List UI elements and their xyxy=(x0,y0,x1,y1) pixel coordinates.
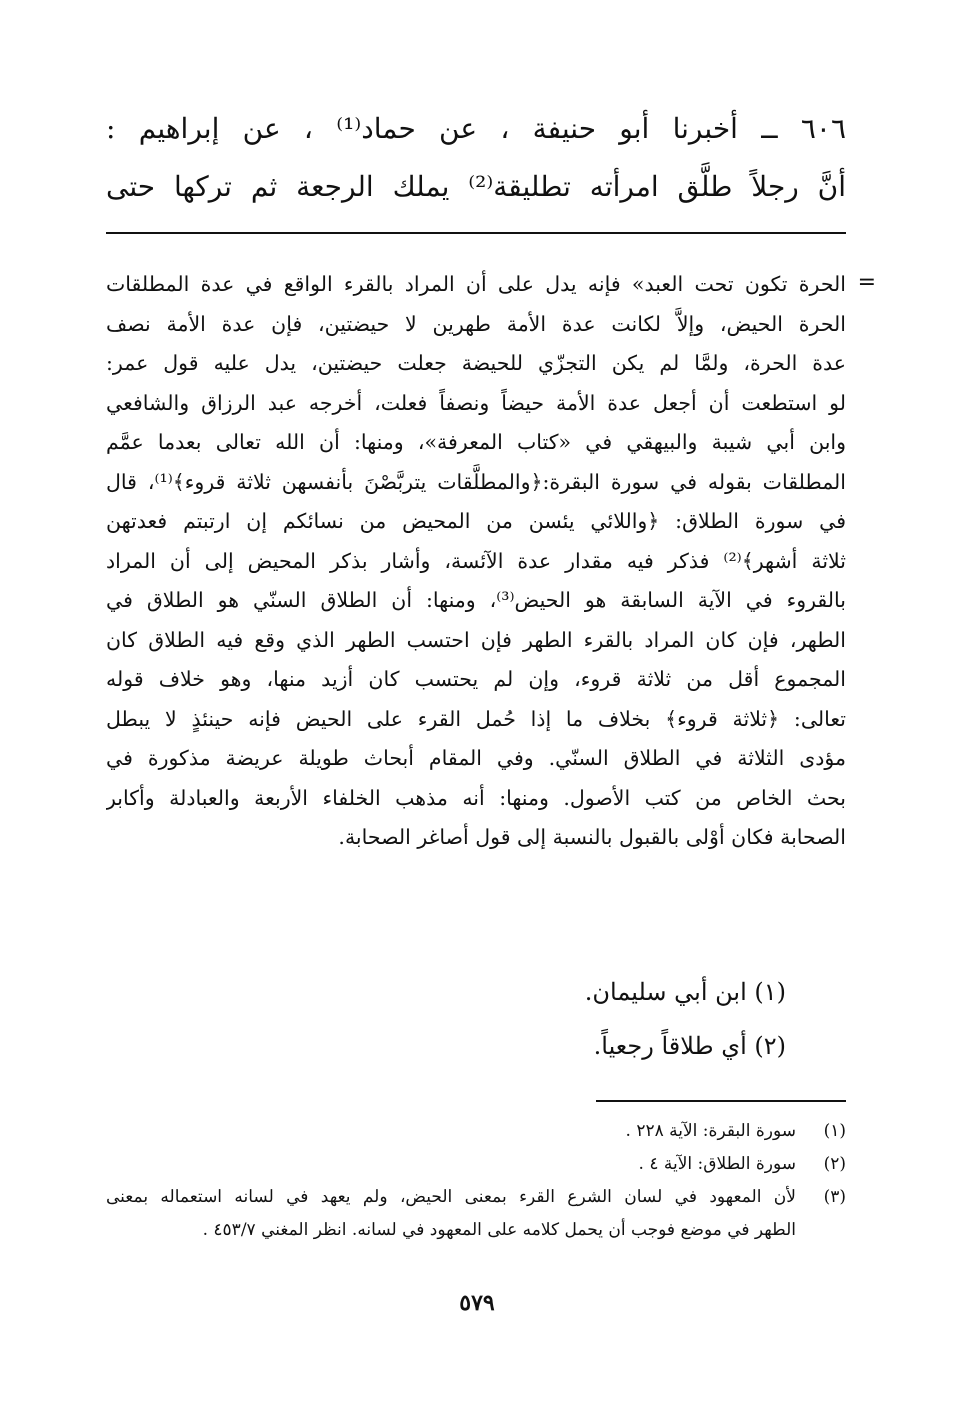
hadith-text xyxy=(106,100,846,216)
commentary-line: ثلاثة أشهر﴾⁽²⁾ فذكر فيه مقدار عدة الآئسة، وأشار بذكر المحيض إلى أن المراد xyxy=(106,548,846,573)
commentary-line: بالقروء في الآية السابقة هو الحيض⁽³⁾، ومنها: أن الطلاق السنّي هو الطلاق في xyxy=(106,588,846,612)
hadith-line-1: ٦٠٦ ــ أخبرنا أبو حنيفة ، عن حماد⁽¹⁾ ، عن إبراهيم : xyxy=(106,112,847,145)
footnote-divider xyxy=(596,1100,846,1102)
footnote-text xyxy=(106,1148,796,1181)
footnote xyxy=(106,1115,846,1148)
main-divider xyxy=(106,232,846,234)
footnote xyxy=(106,1181,846,1247)
footnote-number: (٢) xyxy=(823,1154,846,1174)
footnote-text xyxy=(106,1115,796,1148)
inline-notes xyxy=(166,965,786,1073)
footnote-number: (١) xyxy=(823,1121,846,1141)
footnote-line: سورة البقرة: الآية ٢٢٨ . xyxy=(625,1121,796,1141)
commentary-line: وابن أبي شيبة والبيهقي في «كتاب المعرفة»، ومنها: أن الله تعالى بعدما عمَّم xyxy=(106,430,846,454)
commentary-line: بحث الخاص من كتب الأصول. ومنها: أنه مذهب الخلفاء الأربعة والعبادلة وأكابر xyxy=(106,785,846,810)
commentary-line: تعالى: ﴿ثلاثة قروء﴾ بخلاف ما إذا حُمل القرء على الحيض فإنه حينئذٍ لا يبطل xyxy=(106,706,846,731)
commentary-line: المطلقات بقوله في سورة البقرة:﴿والمطلَّقات يتربَّصْنَ بأنفسهن ثلاثة قروء﴾⁽¹⁾، قال xyxy=(106,469,846,494)
inline-note: (١) ابن أبي سليمان. xyxy=(584,978,786,1006)
commentary-line: الحرة الحيض، وإلاَّ لكانت عدة الأمة طهرين لا حيضتين، فإن عدة الأمة نصف xyxy=(106,311,846,336)
commentary-line: الحرة تكون تحت العبد» فإنه يدل على أن المراد بالقرء الواقع في عدة المطلقات xyxy=(106,272,846,296)
footnote xyxy=(106,1148,846,1181)
footnote-text xyxy=(106,1181,796,1247)
commentary-line: المجموع أقل من ثلاثة قروء، وإن لم يحتسب كان أزيد منها، وهو خلاف قوله xyxy=(106,667,846,691)
commentary-line: لو استطعت أن أجعل عدة الأمة حيضاً ونصفاً فعلت، أخرجه عبد الرزاق والشافعي xyxy=(106,390,846,415)
footnote-line: لأن المعهود في لسان الشرع القرء بمعنى الحيض، ولم يعهد في لسانه استعماله بمعنى xyxy=(106,1187,796,1207)
hadith-line-2: أنَّ رجلاً طلَّق امرأته تطليقة⁽²⁾ يملك الرجعة ثم تركها حتى xyxy=(106,170,846,203)
commentary-text xyxy=(106,265,846,858)
commentary-line: الطهر، فإن كان المراد بالقرء الطهر فإن احتسب الطهر الذي وقع فيه الطلاق كان xyxy=(106,627,846,652)
commentary-line: عدة الحرة، ولمَّا لم يكن التجزّي للحيضة جعلت حيضتين، يدل عليه قول عمر: xyxy=(106,351,846,375)
continuation-mark: = xyxy=(857,270,876,295)
footnotes xyxy=(106,1115,846,1247)
page-number: ٥٧٩ xyxy=(459,1290,495,1316)
footnote-line: الطهر في موضع فوجب أن يحمل كلامه على المعهود في لسانه. انظر المغني ٤٥٣/٧ . xyxy=(202,1220,796,1240)
inline-note: (٢) أي طلاقاً رجعياً. xyxy=(593,1032,786,1060)
footnote-number: (٣) xyxy=(823,1187,846,1207)
commentary-line: مؤدى الثلاثة في الطلاق السنّي. وفي المقام أبحاث طويلة عريضة مذكورة في xyxy=(106,746,846,770)
commentary-line: في سورة الطلاق: ﴿واللائي يئسن من المحيض من نسائكم إن ارتبتم فعدتهن xyxy=(106,509,846,533)
footnote-line: سورة الطلاق: الآية ٤ . xyxy=(638,1154,796,1174)
commentary-line: الصحابة فكان أوْلى بالقبول بالنسبة إلى قول أصاغر الصحابة. xyxy=(338,825,846,849)
